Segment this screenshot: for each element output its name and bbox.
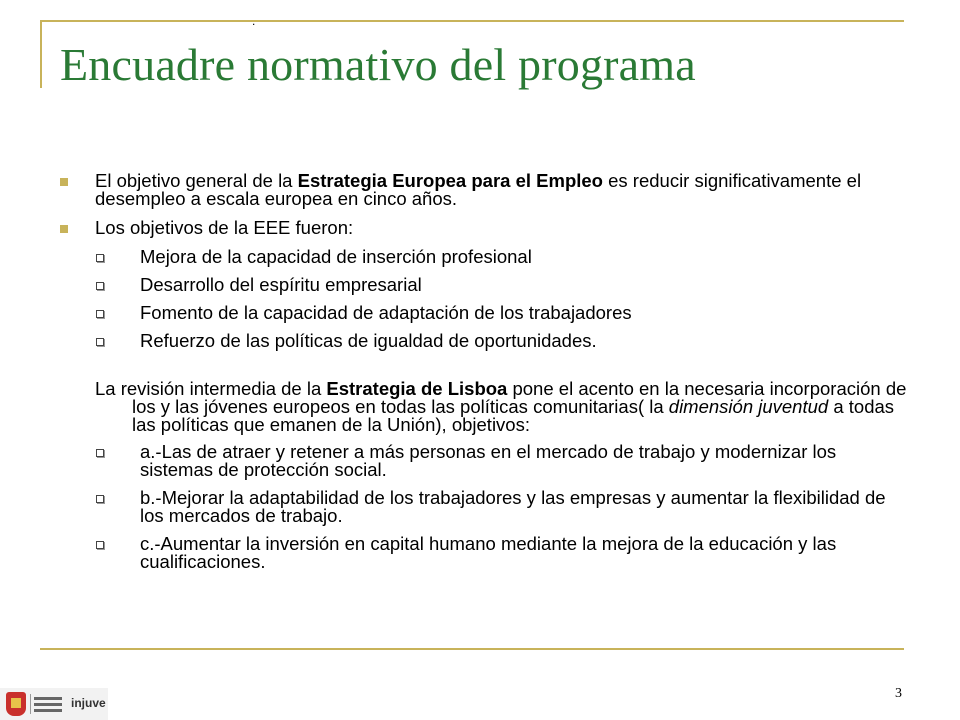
sub-bullet-text: Fomento de la capacidad de adaptación de los trabajadores: [140, 302, 632, 323]
square-bullet-icon: [60, 178, 68, 186]
paragraph-text-bold: Estrategia de Lisboa: [326, 378, 508, 399]
sub-bullet-item: [60, 489, 910, 525]
sub-bullet-item: [60, 304, 910, 322]
page-number: 3: [895, 686, 902, 701]
footer-logo: [0, 688, 108, 720]
ministry-text-icon: [30, 694, 67, 714]
checkbox-bullet-icon: [96, 310, 104, 318]
coat-of-arms-icon: [6, 692, 26, 716]
decorative-dot: .: [252, 14, 256, 28]
slide-title: Encuadre normativo del programa: [60, 39, 696, 90]
bullet-text-end: es reducir significativamente el desempleo a escala europea en cinco años.: [95, 170, 862, 209]
bullet-text: Los objetivos de la EEE fueron:: [95, 217, 354, 238]
paragraph-text-end: a todas las políticas que emanen de la Unión), objetivos:: [132, 396, 895, 435]
bullet-text-start: El objetivo general de la: [95, 170, 298, 191]
bullet-item: [60, 172, 910, 208]
bottom-divider: [40, 648, 904, 650]
slide-body: [60, 172, 910, 581]
bullet-text-bold: Estrategia Europea para el Empleo: [297, 170, 603, 191]
square-bullet-icon: [60, 225, 68, 233]
checkbox-bullet-icon: [96, 254, 104, 262]
checkbox-bullet-icon: [96, 541, 104, 549]
injuve-logo-text: injuve: [71, 696, 106, 710]
checkbox-bullet-icon: [96, 495, 104, 503]
sub-bullet-item: [60, 248, 910, 266]
paragraph-text-middle: pone el acento en la necesaria incorporación de los y las jóvenes europeos en todas las políticas comunitarias( la: [132, 378, 907, 417]
checkbox-bullet-icon: [96, 282, 104, 290]
sub-bullet-item: [60, 276, 910, 294]
sub-bullet-text: c.-Aumentar la inversión en capital humano mediante la mejora de la educación y las cualificaciones.: [140, 533, 837, 572]
left-accent-bar: [40, 20, 42, 88]
sub-bullet-item: [60, 535, 910, 571]
sub-bullet-text: b.-Mejorar la adaptabilidad de los trabajadores y las empresas y aumentar la flexibilidad de los mercados de trabajo.: [140, 487, 886, 526]
top-divider: [40, 20, 904, 22]
sub-bullet-text: a.-Las de atraer y retener a más personas en el mercado de trabajo y modernizar los sistemas de protección social.: [140, 441, 837, 480]
sub-bullet-item: [60, 443, 910, 479]
paragraph-text-start: La revisión intermedia de la: [95, 378, 327, 399]
paragraph-text-italic: dimensión juventud: [668, 396, 829, 417]
sub-bullet-text: Desarrollo del espíritu empresarial: [140, 274, 422, 295]
checkbox-bullet-icon: [96, 338, 104, 346]
checkbox-bullet-icon: [96, 449, 104, 457]
sub-bullet-text: Refuerzo de las políticas de igualdad de oportunidades.: [140, 330, 597, 351]
lisbon-paragraph: [95, 380, 910, 434]
sub-bullet-item: [60, 332, 910, 350]
bullet-item: [60, 219, 910, 237]
sub-bullet-text: Mejora de la capacidad de inserción profesional: [140, 246, 532, 267]
